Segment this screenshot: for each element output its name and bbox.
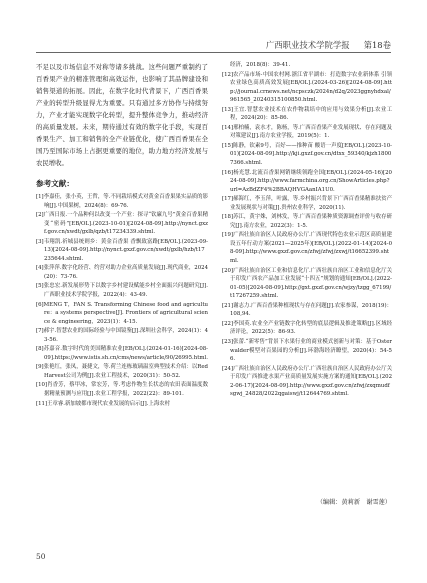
reference-item: [13]王宜.智慧农业技术在农作物栽培中的应用与效果分析[J].农业工程，2024(20)：85-86. [222, 106, 392, 122]
reference-item: [10]肖香芳，蔡甲冰，常宏芳，等.考虑作物生长状态的农田表面温度数据精量预测与应用[J].农业工程学报，2022(22)：89-101. [36, 382, 208, 398]
reference-item: [6]MENG T，FAN S. Transforming Chinese food and agriculture：a systems perspective[J]. Frontiers of agricultural science & engineering，2023(1)：4-15. [36, 301, 208, 325]
journal-title: 广西职业技术学院学报 [265, 40, 350, 50]
reference-item: [5]张忠宏.新发展形势下以数字乡村建设赋能乡村全面振兴问题研究[J].广西职业技术学院学报，2022(4)：43-49. [36, 283, 208, 299]
reference-item: [7]郝宇.智慧农业的国际经验与中国镜鉴[J].深圳社会科学，2024(1)：43-56. [36, 328, 208, 343]
reference-item: [21]谢志力.广西百香果种植现状与存在问题[J].农家参谋，2018(19)：108,94. [222, 302, 392, 318]
body-paragraph: 不足以及市场信息不对称等诸多挑战。这些问题严重制约了百香果产业的精准管理和高效运作，也影响了其品牌建设和销售渠道的拓展。因此，在数字化时代背景下，广西百香果产业的转型升级显得尤为重要。只有通过多方协作与持续努力，产业才能实现数字化转型，提升整体竞争力，推动经济的高质量发展。未来，期待通过有效的数字化手段，实现百香果生产、加工和销售的全产业链优化，使广西百香果在全国乃至国际市场上占据更重要的地位，助力地方经济发展与农民增收。 [36, 63, 208, 167]
references-heading: 参考文献： [36, 179, 74, 188]
reference-item: [2]广西日报.一个品种何以改变一个产业：探寻“钦廉九号”黄金百香果精变“密码”[EB/OL].(2023-10-01)[2024-08-09].http://nynct.gxzf.gov.cn/xwdt/gxlb/qzb/t17234339.shtml. [36, 212, 208, 236]
reference-item: [11]王章睿.新加坡都市现代农业发展的启示[J].上海农村 [36, 400, 171, 407]
reference-item: [1]李嘉佳，张小英，王哲，等.不同栽培模式对黄金百香果果实品质的影响[J].中国果树，2024(8)：69-76. [36, 194, 208, 209]
reference-item: [17]郝海红，李玉萍，叶露，等.乡村振兴背景下广西百香果精准扶贫产业发展现状与对策[J].贵州农业科学，2020(11). [222, 196, 392, 211]
editor-credit: （编辑：黄莉新 谢雪莲） [316, 499, 391, 506]
reference-item: [4]张萍萍.数字化经营、约营对助力企业高质量发展[J].现代商业，2024(20)：73-76. [36, 265, 208, 280]
reference-item: [24]广西壮族自治区人民政府办公厅.广西壮族自治区人民政府办公厅关于印发广西推进水果产业高质量发展实施方案的通知[EB/OL].(2022-06-17)[2024-08-09].http://www.gxzf.gov.cn/zfwj/zxqmudfsgwj_24828/2022qgaiswj/t12644769.shtml. [222, 365, 392, 398]
reference-item: [16]杨光慧.北流百香果网销继续领跑全国[EB/OL].(2024-05-16)[2024-08-09].http://www.farmchina.org.cn/ShowArticles.php?url=AzBdZF4%2BBAQHVGAanIA1U0. [222, 169, 392, 193]
reference-item: [22]李国英.农业全产业链数字化转型的底层逻辑及推进策略[J].区域经济评论，2022(5)：86-93. [222, 320, 392, 336]
volume-label: 第18卷 [363, 40, 391, 50]
left-column [36, 61, 208, 409]
reference-item: [18]苏江，黄宇姝，刘林发，等.广西百香果种质资源调查评价与收存研究[J].南方农业，2022(3)：1-5. [222, 214, 392, 229]
reference-item: [20]广西壮族自治区工业和信息化厅.广西壮族自治区工业和信息化厅关于印发广西农产品加工业发展“十四五”规划的通知[EB/OL].(2022-01-05)[2024-08-09].http://gxt.gxzf.gov.cn/wjzy/tzgg_67199/ t17267259.shtml. [222, 267, 392, 300]
reference-item: [3]韦翔凯.祈城县统则乡：黄金百香果 香飘致富路[EB/OL].(2023-09-13)[2024-08-09].http://nynct.gxzf.gov.cn/xwdt/gxlb/hzb/t17235644.shtml. [36, 238, 208, 262]
reference-continuation: 经济，2018(8)：39-41. [230, 62, 291, 68]
reference-item: [15]陈静，钦素9号，百好——推种苗 酸语一声度[EB/OL].(2023-10-01)[2024-08-09].http://kji.gxzf.gov.cn/dtxx_59340/kjzh18007366.shtml. [222, 142, 392, 167]
right-column [222, 61, 392, 400]
reference-item: [14]邢柏楠，袁水才，陈杨，等.广西百香果产业发展现状、存在问题及对策建议[J].南方农业学报，2019(5)：1. [222, 124, 392, 140]
reference-item: [23]张蕾.“新零售”背景下水果行业的商业模式创新与对策：基于Osterwalder模型对百果园的分析[J].环渤海经济瞭望，2020(4)：54-56. [222, 338, 392, 363]
page-number: 50 [36, 552, 46, 561]
reference-item: [19]广西壮族自治区人民政府办公厅.广西现代特色农业示范区高质量建设五年行动方案(2021—2025年)[EB/OL].(2022-01-14)[2024-08-09].http://www.gxzf.gov.cn/zfwj/zfwj/zxwj/t16652399.shtml. [222, 232, 392, 265]
running-header [36, 39, 391, 53]
reference-item: [9]张艳红，张凤，聂捷文，等.荷兰连栋玻璃温室典型技术介绍：以Red Harvest公司为例[J].农业工程技术，2020(31)：50-52. [36, 364, 208, 379]
reference-item: [8]苏嘉音.数字时代的美国精准农业[EB/OL].(2024-01-16)[2024-08-09].https://www.istis.sh.cn/cms/news/article/90/26995.html. [36, 346, 208, 361]
reference-item: [12]农产品市场-中国农村网.浙江省平湖市：打造数字农业新体系 引领农业绿色高质高效发展[EB/OL].(2024-03-26)[2024-08-09].http://journal.crnews.net/ncpsczk/2024n/d2q/2023ggnyhdxal/961565_20240315100850.html. [222, 71, 392, 104]
